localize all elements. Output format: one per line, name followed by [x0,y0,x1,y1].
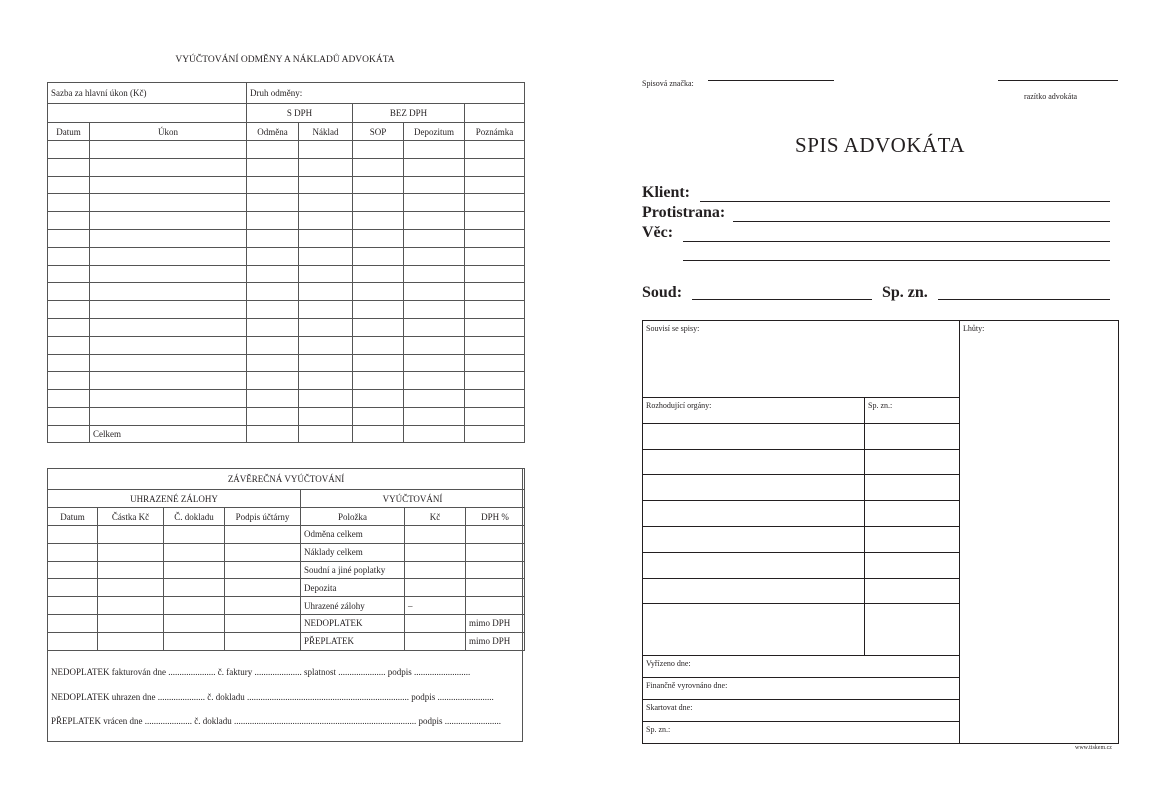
final-header-row [48,508,525,526]
court-label: Soud: [642,284,683,301]
billing-cell[interactable] [299,212,353,230]
billing-row [48,141,525,159]
advance-cell[interactable] [98,632,164,650]
advance-cell[interactable] [164,597,225,615]
advance-cell[interactable] [48,632,98,650]
billing-cell[interactable] [247,158,299,176]
billing-row [48,372,525,390]
resolved-date-label: Vyřízeno dne: [646,659,691,668]
billing-cell[interactable] [353,265,404,283]
billing-cell[interactable] [353,212,404,230]
without-vat-header: BEZ DPH [353,104,465,123]
billing-cell[interactable] [353,194,404,212]
col-header: Náklad [299,123,353,141]
settlement-amount[interactable]: – [405,597,466,615]
billing-cell[interactable] [299,372,353,390]
billing-cell[interactable] [247,372,299,390]
billing-title: VYÚČTOVÁNÍ ODMĚNY A NÁKLADŮ ADVOKÁTA [175,55,395,65]
billing-cell[interactable] [404,354,465,372]
settlement-item-label: PŘEPLATEK [301,632,405,650]
billing-cell[interactable] [299,390,353,408]
billing-cell[interactable] [90,176,247,194]
settlement-vat[interactable]: mimo DPH [466,614,525,632]
related-files-label: Souvisí se spisy: [646,324,700,333]
billing-cell[interactable] [465,318,525,336]
advance-cell[interactable] [164,543,225,561]
col-header: Odměna [247,123,299,141]
billing-cell[interactable] [404,212,465,230]
deciding-bodies-label: Rozhodující orgány: [646,401,712,410]
billing-cell[interactable] [353,158,404,176]
billing-cell[interactable] [90,336,247,354]
billing-cell[interactable] [353,407,404,425]
settlement-item-label: Odměna celkem [301,526,405,544]
billing-cell[interactable] [90,194,247,212]
billing-cell[interactable] [353,283,404,301]
billing-cell[interactable] [299,407,353,425]
col-header: Částka Kč [98,508,164,526]
billing-cell[interactable] [465,176,525,194]
col-header: Datum [48,508,98,526]
billing-cell[interactable] [404,265,465,283]
billing-cell[interactable] [90,354,247,372]
advance-cell[interactable] [164,526,225,544]
stamp-line [998,80,1118,81]
counterparty-line [733,207,1110,222]
advance-cell[interactable] [98,543,164,561]
deciding-body-row-line [642,526,960,527]
billing-cell[interactable] [299,194,353,212]
billing-row [48,354,525,372]
billing-cell[interactable] [90,372,247,390]
billing-cell[interactable] [353,318,404,336]
settlement-vat[interactable] [466,543,525,561]
counterparty-label: Protistrana: [642,204,726,221]
billing-cell[interactable] [353,141,404,159]
advance-cell[interactable] [225,579,301,597]
final-row [48,543,525,561]
billing-cell[interactable] [247,390,299,408]
billing-cell[interactable] [299,301,353,319]
billing-cell[interactable] [48,229,90,247]
billing-cell[interactable] [404,318,465,336]
deciding-body-row-line [642,423,960,424]
billing-cell[interactable] [299,265,353,283]
billing-cell[interactable] [247,176,299,194]
case-number-small-label: Sp. zn.: [868,401,893,410]
billing-cell[interactable] [465,229,525,247]
billing-cell[interactable] [247,407,299,425]
billing-row [48,336,525,354]
final-row [48,526,525,544]
total-label: Celkem [90,425,247,442]
settlement-amount[interactable] [405,579,466,597]
billing-cell[interactable] [299,336,353,354]
final-row [48,614,525,632]
billing-cell[interactable] [247,212,299,230]
settlement-item-label: NEDOPLATEK [301,614,405,632]
settlement-header: VYÚČTOVÁNÍ [301,490,525,508]
billing-row [48,390,525,408]
deciding-body-row-line [642,552,960,553]
billing-cell[interactable] [465,354,525,372]
advance-cell[interactable] [164,614,225,632]
billing-cell[interactable] [299,229,353,247]
client-label: Klient: [642,184,690,201]
file-title: SPIS ADVOKÁTA [795,133,965,157]
billing-cell[interactable] [353,176,404,194]
advance-cell[interactable] [48,543,98,561]
billing-cell[interactable] [404,407,465,425]
billing-cell[interactable] [299,141,353,159]
billing-cell[interactable] [465,390,525,408]
client-line [700,187,1110,202]
billing-cell[interactable] [353,336,404,354]
billing-row [48,158,525,176]
settled-date-label: Finančně vyrovnáno dne: [646,681,728,690]
col-header: Depozitum [404,123,465,141]
billing-cell[interactable] [90,158,247,176]
billing-cell[interactable] [90,212,247,230]
billing-cell[interactable] [404,158,465,176]
billing-cell[interactable] [353,354,404,372]
total-row [48,425,525,442]
billing-cell[interactable] [90,229,247,247]
billing-cell[interactable] [404,372,465,390]
billing-cell[interactable] [465,407,525,425]
col-header: Poznámka [465,123,525,141]
billing-cell[interactable] [404,390,465,408]
final-row [48,561,525,579]
billing-cell[interactable] [90,301,247,319]
billing-cell[interactable] [404,247,465,265]
deadlines-divider [959,320,960,744]
matter-label: Věc: [642,224,674,241]
case-number-label: Sp. zn. [882,284,928,301]
settlement-item-label: Depozita [301,579,405,597]
billing-cell[interactable] [90,265,247,283]
billing-cell[interactable] [48,354,90,372]
billing-header-row [48,123,525,141]
court-line [692,284,872,300]
billing-cell[interactable] [247,247,299,265]
billing-cell[interactable] [299,318,353,336]
billing-cell[interactable] [404,194,465,212]
invoiced-line: NEDOPLATEK fakturován dne ..................... č. faktury ..................... splatnost ..................... podpis ......................... [51,667,471,677]
advance-cell[interactable] [48,526,98,544]
billing-cell[interactable] [48,390,90,408]
settlement-vat[interactable] [466,526,525,544]
billing-cell[interactable] [48,283,90,301]
col-header: Datum [48,123,90,141]
billing-cell[interactable] [247,336,299,354]
settlement-item-label: Uhrazené zálohy [301,597,405,615]
billing-cell[interactable] [90,407,247,425]
billing-row [48,212,525,230]
col-header: Kč [405,508,466,526]
advance-cell[interactable] [48,614,98,632]
billing-cell[interactable] [90,141,247,159]
billing-cell[interactable] [353,390,404,408]
billing-cell[interactable] [48,265,90,283]
billing-row [48,247,525,265]
stamp-label: razítko advokáta [1024,92,1078,101]
billing-cell[interactable] [90,247,247,265]
file-number-line [708,80,834,81]
billing-cell[interactable] [48,336,90,354]
billing-cell[interactable] [90,318,247,336]
billing-cell[interactable] [48,176,90,194]
settlement-vat[interactable] [466,597,525,615]
billing-cell[interactable] [465,336,525,354]
billing-cell[interactable] [299,158,353,176]
advance-cell[interactable] [225,632,301,650]
advance-cell[interactable] [225,614,301,632]
col-header: Č. dokladu [164,508,225,526]
publisher-url: www.tiskem.cz [1075,745,1112,751]
billing-row [48,318,525,336]
advance-cell[interactable] [98,526,164,544]
billing-cell[interactable] [247,141,299,159]
billing-row [48,176,525,194]
advance-cell[interactable] [164,579,225,597]
billing-cell[interactable] [404,141,465,159]
settlement-amount[interactable] [405,526,466,544]
billing-cell[interactable] [48,301,90,319]
billing-cell[interactable] [404,176,465,194]
case-number-bottom-label: Sp. zn.: [646,725,671,734]
billing-cell[interactable] [48,318,90,336]
billing-cell[interactable] [247,283,299,301]
final-row [48,632,525,650]
billing-cell[interactable] [353,247,404,265]
advance-cell[interactable] [48,579,98,597]
billing-row [48,283,525,301]
billing-cell[interactable] [247,318,299,336]
billing-cell[interactable] [299,354,353,372]
advance-cell[interactable] [225,526,301,544]
billing-cell[interactable] [465,212,525,230]
billing-cell[interactable] [465,372,525,390]
billing-cell[interactable] [48,194,90,212]
billing-cell[interactable] [465,283,525,301]
deciding-body-row-line [642,578,960,579]
billing-cell[interactable] [465,158,525,176]
billing-cell[interactable] [90,390,247,408]
billing-cell[interactable] [247,265,299,283]
billing-row [48,194,525,212]
settlement-vat[interactable] [466,579,525,597]
billing-cell[interactable] [48,212,90,230]
settlement-amount[interactable] [405,561,466,579]
billing-cell[interactable] [404,301,465,319]
file-number-label: Spisová značka: [642,79,694,88]
settlement-amount[interactable] [405,543,466,561]
settlement-vat[interactable]: mimo DPH [466,632,525,650]
matter-line [683,227,1110,242]
settlement-amount[interactable] [405,614,466,632]
billing-row [48,301,525,319]
fee-type-label: Druh odměny: [247,83,525,104]
billing-cell[interactable] [48,372,90,390]
billing-table [47,82,525,443]
billing-cell[interactable] [247,301,299,319]
col-header: Úkon [90,123,247,141]
advance-cell[interactable] [98,561,164,579]
advance-cell[interactable] [48,561,98,579]
billing-cell[interactable] [90,283,247,301]
billing-cell[interactable] [48,158,90,176]
col-header: DPH % [466,508,525,526]
billing-cell[interactable] [404,229,465,247]
advance-cell[interactable] [225,543,301,561]
refund-line: PŘEPLATEK vrácen dne ..................... č. dokladu ................................................................................. podpis ......................... [51,716,501,726]
billing-row [48,407,525,425]
billing-cell[interactable] [299,247,353,265]
paid-line: NEDOPLATEK uhrazen dne ..................... č. dokladu ........................................................................ podpis ......................... [51,692,494,702]
advance-cell[interactable] [98,579,164,597]
matter-line-2 [683,246,1110,261]
billing-cell[interactable] [48,407,90,425]
billing-cell[interactable] [404,336,465,354]
billing-cell[interactable] [465,247,525,265]
advance-cell[interactable] [48,597,98,615]
billing-cell[interactable] [353,301,404,319]
deciding-body-row-line [642,500,960,501]
col-header: Podpis účtárny [225,508,301,526]
billing-row [48,265,525,283]
billing-cell[interactable] [465,141,525,159]
deciding-body-row-line [642,603,960,604]
billing-cell[interactable] [48,247,90,265]
settlement-vat[interactable] [466,561,525,579]
billing-cell[interactable] [465,194,525,212]
advances-header: UHRAZENÉ ZÁLOHY [48,490,301,508]
deadlines-label: Lhůty: [963,324,985,333]
advance-cell[interactable] [98,597,164,615]
billing-cell[interactable] [465,301,525,319]
advance-cell[interactable] [225,597,301,615]
final-row [48,597,525,615]
col-header: Položka [301,508,405,526]
shred-date-label: Skartovat dne: [646,703,693,712]
settlement-item-label: Náklady celkem [301,543,405,561]
billing-cell[interactable] [465,265,525,283]
final-row [48,579,525,597]
settlement-amount[interactable] [405,632,466,650]
case-number-line [938,284,1110,300]
billing-cell[interactable] [247,354,299,372]
final-billing-table [47,468,525,651]
advance-cell[interactable] [98,614,164,632]
billing-cell[interactable] [48,141,90,159]
billing-cell[interactable] [299,283,353,301]
col-header: SOP [353,123,404,141]
billing-cell[interactable] [353,229,404,247]
billing-cell[interactable] [247,229,299,247]
billing-cell[interactable] [404,283,465,301]
deciding-body-row-line [642,449,960,450]
billing-row [48,229,525,247]
advance-cell[interactable] [225,561,301,579]
deciding-body-row-line [642,474,960,475]
billing-cell[interactable] [353,372,404,390]
advance-cell[interactable] [164,561,225,579]
rate-label: Sazba za hlavní úkon (Kč) [48,83,247,104]
settlement-item-label: Soudní a jiné poplatky [301,561,405,579]
with-vat-header: S DPH [247,104,353,123]
billing-cell[interactable] [247,194,299,212]
final-billing-title: ZÁVĚREČNÁ VYÚČTOVÁNÍ [48,469,525,490]
advance-cell[interactable] [164,632,225,650]
billing-cell[interactable] [299,176,353,194]
